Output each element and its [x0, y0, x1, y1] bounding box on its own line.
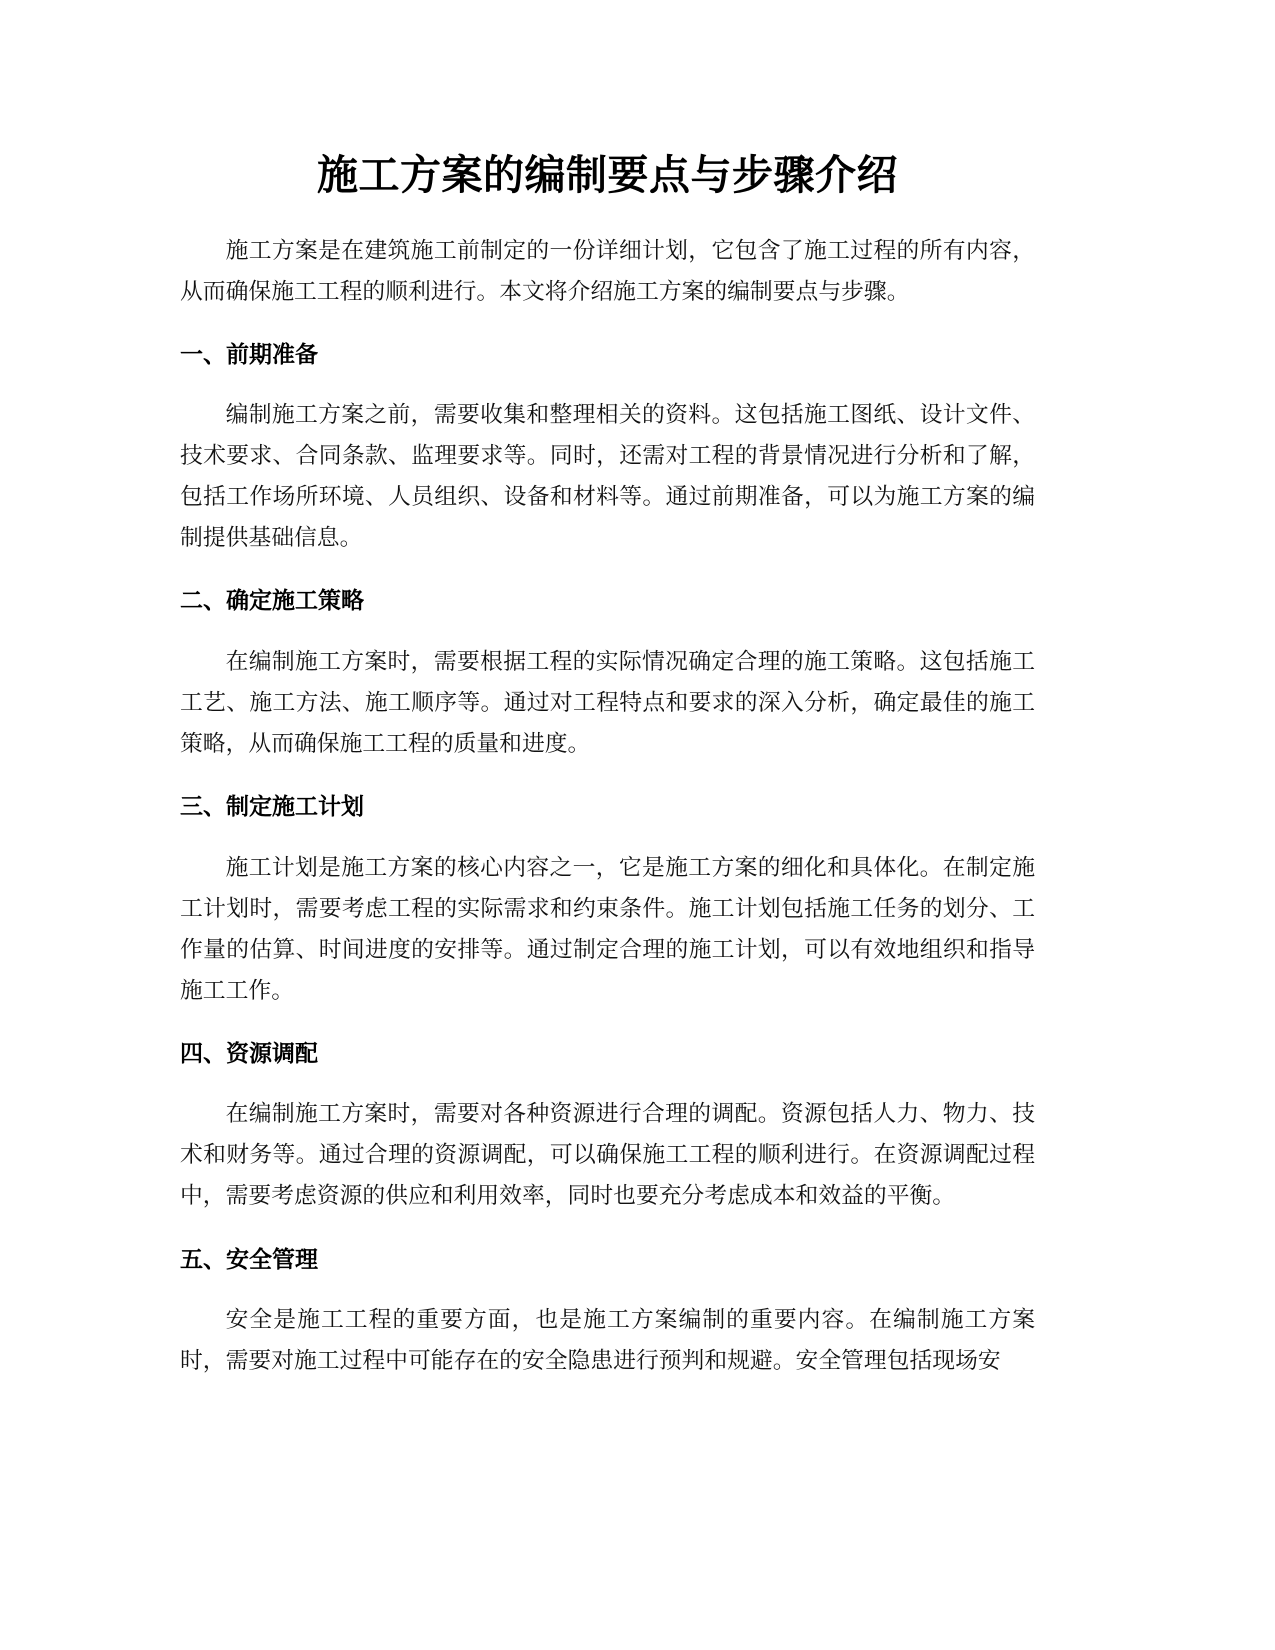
section-body-safety: 安全是施工工程的重要方面，也是施工方案编制的重要内容。在编制施工方案时，需要对施工过程中可能存在的安全隐患进行预判和规避。安全管理包括现场安	[180, 1307, 1035, 1374]
section-body-preparation: 编制施工方案之前，需要收集和整理相关的资料。这包括施工图纸、设计文件、技术要求、合同条款、监理要求等。同时，还需对工程的背景情况进行分析和了解，包括工作场所环境、人员组织、设备和材料等。通过前期准备，可以为施工方案的编制提供基础信息。	[180, 402, 1035, 551]
document-title: 施工方案的编制要点与步骤介绍	[317, 151, 898, 199]
section-body-plan: 施工计划是施工方案的核心内容之一，它是施工方案的细化和具体化。在制定施工计划时，需要考虑工程的实际需求和约束条件。施工计划包括施工任务的划分、工作量的估算、时间进度的安排等。通过制定合理的施工计划，可以有效地组织和指导施工工作。	[180, 855, 1035, 1004]
section-body-resources: 在编制施工方案时，需要对各种资源进行合理的调配。资源包括人力、物力、技术和财务等。通过合理的资源调配，可以确保施工工程的顺利进行。在资源调配过程中，需要考虑资源的供应和利用效率，同时也要充分考虑成本和效益的平衡。	[180, 1101, 1035, 1209]
section-heading-preparation: 一、前期准备	[180, 342, 318, 368]
section-heading-safety: 五、安全管理	[180, 1247, 318, 1273]
section-body-strategy: 在编制施工方案时，需要根据工程的实际情况确定合理的施工策略。这包括施工工艺、施工方法、施工顺序等。通过对工程特点和要求的深入分析，确定最佳的施工策略，从而确保施工工程的质量和进度。	[180, 649, 1035, 757]
section-heading-plan: 三、制定施工计划	[180, 794, 364, 820]
document-page	[180, 0, 1035, 1650]
section-heading-resources: 四、资源调配	[180, 1041, 318, 1067]
intro-paragraph: 施工方案是在建筑施工前制定的一份详细计划，它包含了施工过程的所有内容，从而确保施工工程的顺利进行。本文将介绍施工方案的编制要点与步骤。	[180, 238, 1035, 305]
section-heading-strategy: 二、确定施工策略	[180, 588, 364, 614]
